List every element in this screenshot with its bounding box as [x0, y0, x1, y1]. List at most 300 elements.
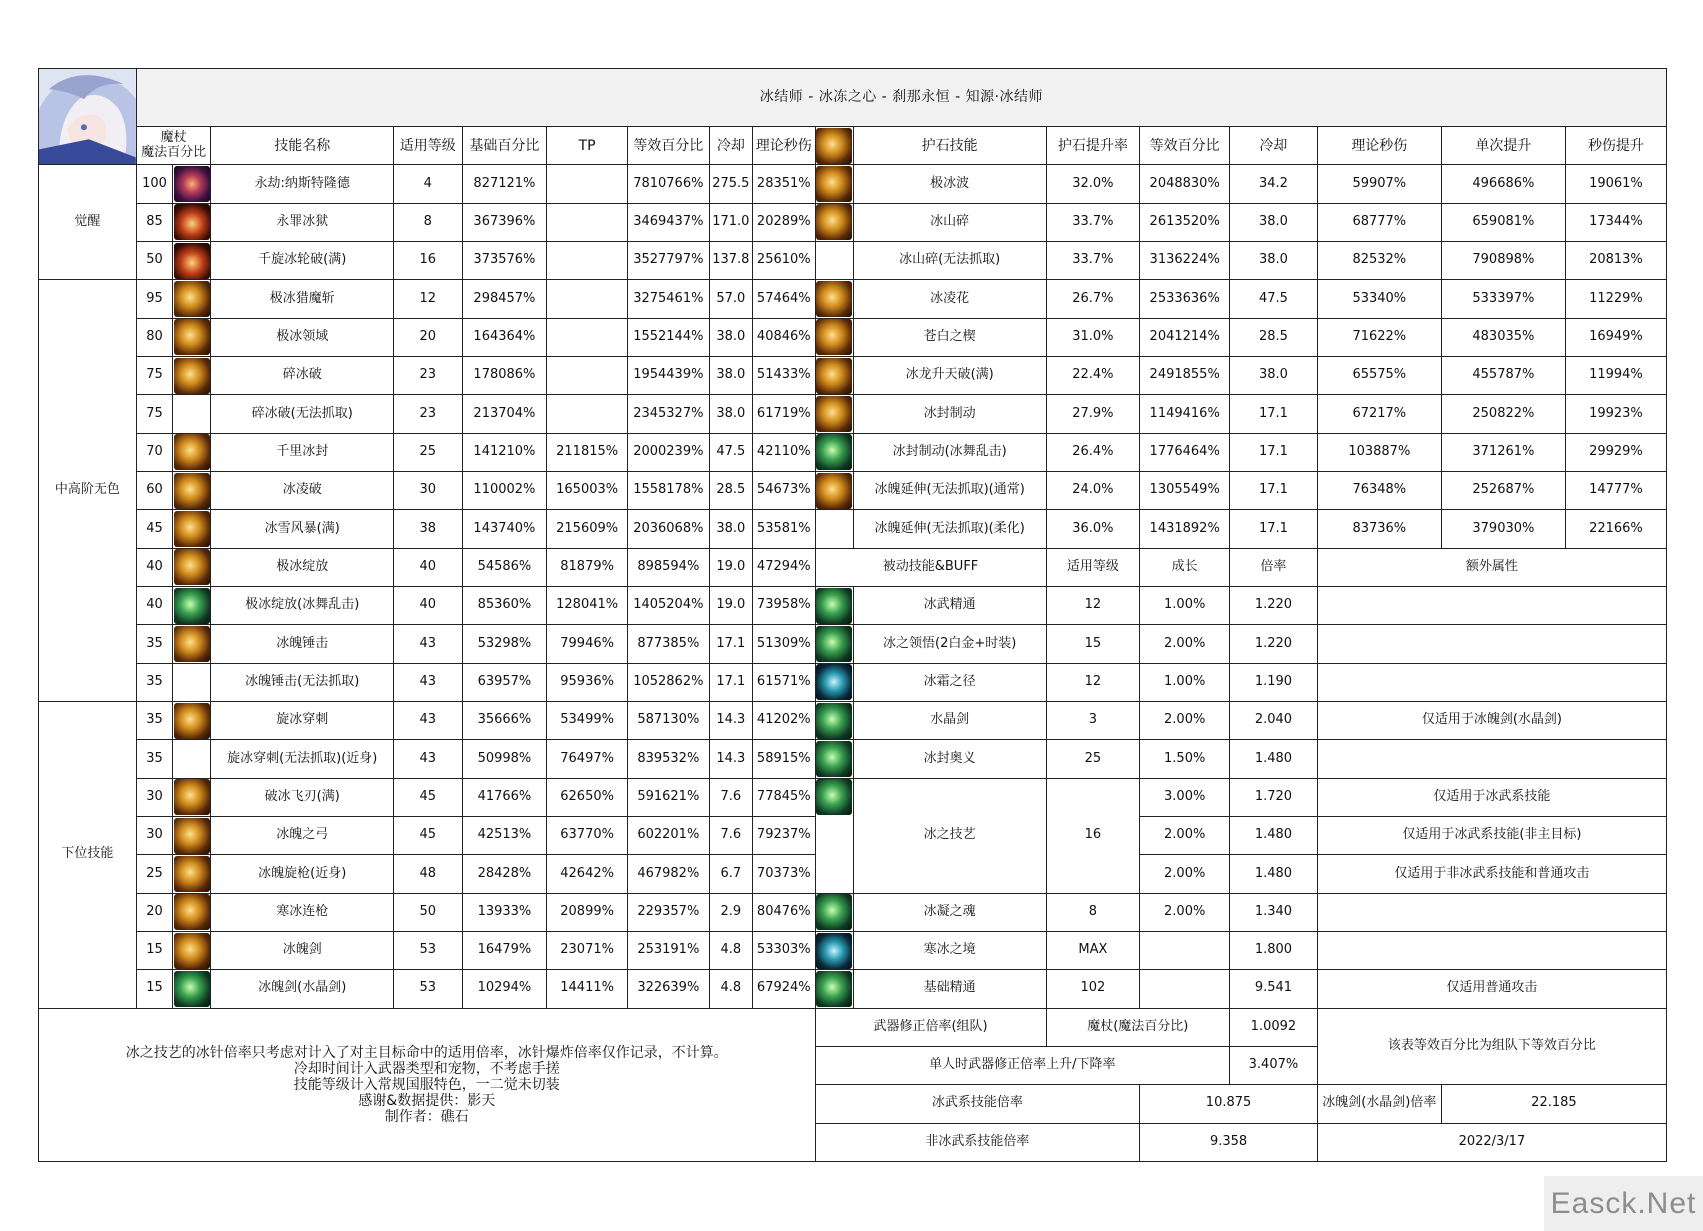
- skill-icon-cell: [173, 893, 211, 931]
- skill-equiv-pct: 3469437%: [627, 203, 709, 241]
- skill-dps: 53303%: [753, 931, 816, 969]
- dps-spreadsheet: [38, 68, 1667, 1162]
- skill-level: 75: [136, 357, 172, 395]
- skill-required-level: 23: [393, 357, 462, 395]
- ice-art-growth: 3.00%: [1140, 778, 1230, 816]
- rune-header-icon: [816, 128, 852, 164]
- passive-extra: [1317, 740, 1666, 778]
- skill-cooldown: 6.7: [709, 855, 752, 893]
- passive-header-growth: 成长: [1140, 548, 1230, 586]
- rune-rate: 22.4%: [1046, 357, 1140, 395]
- skill-icon-cell: [815, 395, 853, 433]
- rune-single-up: 483035%: [1441, 318, 1565, 356]
- header-dps: 理论秒伤: [753, 126, 816, 165]
- skill-tp: 211815%: [547, 433, 628, 471]
- skill-dps: 47294%: [753, 548, 816, 586]
- skill-required-level: 45: [393, 816, 462, 854]
- skill-tp: 53499%: [547, 702, 628, 740]
- green-skill-icon: [816, 779, 852, 815]
- passive-level: 25: [1046, 740, 1140, 778]
- skill-required-level: 43: [393, 625, 462, 663]
- skill-base-pct: 85360%: [462, 587, 547, 625]
- solo-mod-value: 3.407%: [1230, 1046, 1318, 1084]
- weapon-type: 魔杖(魔法百分比): [1046, 1008, 1230, 1046]
- rune-dps: 83736%: [1317, 510, 1441, 548]
- skill-dps: 79237%: [753, 816, 816, 854]
- rune-dps-up: 11229%: [1565, 280, 1666, 318]
- skill-tp: [547, 165, 628, 203]
- passive-header-rate: 倍率: [1230, 548, 1318, 586]
- skill-dps: 58915%: [753, 740, 816, 778]
- skill-name: 冰魄锤击(无法抓取): [211, 663, 394, 701]
- footnote-line: 感谢&数据提供：影天: [358, 1092, 496, 1109]
- skill-icon-cell: [173, 165, 211, 203]
- passive-level: MAX: [1046, 931, 1140, 969]
- skill-icon-cell: [815, 165, 853, 203]
- gold-skill-icon: [174, 281, 210, 317]
- table-row: [39, 702, 1667, 740]
- table-row: [39, 587, 1667, 625]
- passive-extra: [1317, 587, 1666, 625]
- rune-cooldown: 38.0: [1230, 242, 1318, 280]
- rune-dps-up: 19923%: [1565, 395, 1666, 433]
- skill-icon-cell: [815, 472, 853, 510]
- green-skill-icon: [816, 588, 852, 624]
- skill-tp: 95936%: [547, 663, 628, 701]
- passive-rate: 9.541: [1230, 970, 1318, 1008]
- skill-required-level: 12: [393, 280, 462, 318]
- rune-rate: 26.4%: [1046, 433, 1140, 471]
- passive-name: 冰霜之径: [853, 663, 1046, 701]
- gold-skill-icon: [816, 319, 852, 355]
- skill-base-pct: 367396%: [462, 203, 547, 241]
- skill-tp: [547, 395, 628, 433]
- sheet-date: 2022/3/17: [1317, 1123, 1666, 1161]
- passive-extra: 仅适用普通攻击: [1317, 970, 1666, 1008]
- header-rune-equiv: 等效百分比: [1140, 126, 1230, 165]
- skill-equiv-pct: 3527797%: [627, 242, 709, 280]
- skill-icon-cell: [173, 357, 211, 395]
- skill-cooldown: 275.5: [709, 165, 752, 203]
- skill-icon-cell: [173, 702, 211, 740]
- skill-required-level: 25: [393, 433, 462, 471]
- skill-tp: 81879%: [547, 548, 628, 586]
- skill-icon-cell: [173, 433, 211, 471]
- skill-icon-cell: [173, 625, 211, 663]
- table-row: [39, 778, 1667, 816]
- skill-icon-cell: [173, 395, 211, 433]
- passive-growth: 1.00%: [1140, 663, 1230, 701]
- skill-icon-cell: [173, 472, 211, 510]
- rune-single-up: 379030%: [1441, 510, 1565, 548]
- rune-equiv-pct: 2491855%: [1140, 357, 1230, 395]
- skill-tp: 215609%: [547, 510, 628, 548]
- skill-tp: 42642%: [547, 855, 628, 893]
- skill-name: 冰魄旋枪(近身): [211, 855, 394, 893]
- ice-art-level: 16: [1046, 778, 1140, 893]
- rune-cooldown: 38.0: [1230, 203, 1318, 241]
- table-row: [39, 510, 1667, 548]
- skill-required-level: 48: [393, 855, 462, 893]
- skill-icon-cell: [173, 587, 211, 625]
- sword-rate-value: 22.185: [1441, 1085, 1666, 1123]
- ice-art-extra: 仅适用于非冰武系技能和普通攻击: [1317, 855, 1666, 893]
- rune-dps: 53340%: [1317, 280, 1441, 318]
- skill-base-pct: 35666%: [462, 702, 547, 740]
- rune-rate: 24.0%: [1046, 472, 1140, 510]
- footnote-line: 制作者：礁石: [384, 1108, 469, 1125]
- rune-equiv-pct: 2533636%: [1140, 280, 1230, 318]
- passive-growth: [1140, 931, 1230, 969]
- rune-dps: 59907%: [1317, 165, 1441, 203]
- rune-equiv-pct: 1431892%: [1140, 510, 1230, 548]
- passive-extra: [1317, 893, 1666, 931]
- ice-rate-value: 10.875: [1140, 1085, 1318, 1123]
- skill-icon-cell: [815, 510, 853, 548]
- passive-extra: 仅适用于冰魄剑(水晶剑): [1317, 702, 1666, 740]
- skill-icon-cell: [173, 855, 211, 893]
- skill-name: 破冰飞刃(满): [211, 778, 394, 816]
- skill-icon-cell: [815, 433, 853, 471]
- rune-rate: 36.0%: [1046, 510, 1140, 548]
- skill-base-pct: 53298%: [462, 625, 547, 663]
- rune-single-up: 252687%: [1441, 472, 1565, 510]
- skill-base-pct: 13933%: [462, 893, 547, 931]
- gold-skill-icon: [174, 933, 210, 969]
- skill-cooldown: 19.0: [709, 587, 752, 625]
- green-skill-icon: [816, 626, 852, 662]
- green-skill-icon: [816, 971, 852, 1007]
- skill-tp: 62650%: [547, 778, 628, 816]
- skill-equiv-pct: 1405204%: [627, 587, 709, 625]
- skill-tp: 63770%: [547, 816, 628, 854]
- skill-cooldown: 17.1: [709, 625, 752, 663]
- skill-equiv-pct: 229357%: [627, 893, 709, 931]
- passive-header-name: 被动技能&BUFF: [815, 548, 1046, 586]
- header-single-up: 单次提升: [1441, 126, 1565, 165]
- skill-tp: 20899%: [547, 893, 628, 931]
- rune-dps: 103887%: [1317, 433, 1441, 471]
- header-tp: TP: [547, 126, 628, 165]
- table-row: [39, 203, 1667, 241]
- passive-growth: 2.00%: [1140, 625, 1230, 663]
- skill-equiv-pct: 1558178%: [627, 472, 709, 510]
- skill-icon-cell: [815, 242, 853, 280]
- rune-cooldown: 17.1: [1230, 395, 1318, 433]
- skill-icon-cell: [173, 242, 211, 280]
- skill-name: 千里冰封: [211, 433, 394, 471]
- skill-icon-cell: [815, 893, 853, 931]
- skill-equiv-pct: 2036068%: [627, 510, 709, 548]
- skill-level: 80: [136, 318, 172, 356]
- gold-skill-icon: [816, 204, 852, 240]
- rune-skill-name: 冰山碎(无法抓取): [853, 242, 1046, 280]
- rune-skill-name: 冰山碎: [853, 203, 1046, 241]
- passive-level: 12: [1046, 663, 1140, 701]
- gold-skill-icon: [174, 434, 210, 470]
- skill-equiv-pct: 322639%: [627, 970, 709, 1008]
- gold-skill-icon: [816, 281, 852, 317]
- skill-required-level: 45: [393, 778, 462, 816]
- skill-required-level: 8: [393, 203, 462, 241]
- skill-tp: [547, 242, 628, 280]
- green-skill-icon: [816, 434, 852, 470]
- skill-icon-cell: [173, 740, 211, 778]
- skill-name: 极冰绽放(冰舞乱击): [211, 587, 394, 625]
- skill-base-pct: 213704%: [462, 395, 547, 433]
- skill-level: 15: [136, 970, 172, 1008]
- solo-mod-label: 单人时武器修正倍率上升/下降率: [815, 1046, 1230, 1084]
- skill-name: 碎冰破(无法抓取): [211, 395, 394, 433]
- skill-required-level: 53: [393, 931, 462, 969]
- rune-dps-up: 16949%: [1565, 318, 1666, 356]
- passive-growth: 1.00%: [1140, 587, 1230, 625]
- header-cooldown: 冷却: [709, 126, 752, 165]
- skill-level: 20: [136, 893, 172, 931]
- skill-dps: 61571%: [753, 663, 816, 701]
- skill-cooldown: 57.0: [709, 280, 752, 318]
- skill-cooldown: 17.1: [709, 663, 752, 701]
- passive-growth: 2.00%: [1140, 893, 1230, 931]
- skill-icon-cell: [173, 931, 211, 969]
- passive-level: 8: [1046, 893, 1140, 931]
- ice-art-rate: 1.720: [1230, 778, 1318, 816]
- skill-equiv-pct: 587130%: [627, 702, 709, 740]
- skill-icon-cell: [173, 663, 211, 701]
- gold-skill-icon: [816, 358, 852, 394]
- skill-equiv-pct: 253191%: [627, 931, 709, 969]
- passive-name: 冰武精通: [853, 587, 1046, 625]
- rune-single-up: 496686%: [1441, 165, 1565, 203]
- rune-skill-name: 冰封制动: [853, 395, 1046, 433]
- passive-name: 寒冰之境: [853, 931, 1046, 969]
- gold-skill-icon: [174, 818, 210, 854]
- green-skill-icon: [174, 971, 210, 1007]
- skill-name: 旋冰穿刺(无法抓取)(近身): [211, 740, 394, 778]
- rune-skill-name: 苍白之楔: [853, 318, 1046, 356]
- skill-required-level: 40: [393, 548, 462, 586]
- skill-icon-cell: [815, 702, 853, 740]
- skill-equiv-pct: 1052862%: [627, 663, 709, 701]
- skill-base-pct: 164364%: [462, 318, 547, 356]
- skill-icon-cell: [173, 816, 211, 854]
- skill-tp: [547, 318, 628, 356]
- skill-name: 永罪冰狱: [211, 203, 394, 241]
- skill-required-level: 30: [393, 472, 462, 510]
- ice-art-growth: 2.00%: [1140, 855, 1230, 893]
- skill-name: 冰魄之弓: [211, 816, 394, 854]
- skill-base-pct: 827121%: [462, 165, 547, 203]
- gold-skill-icon: [816, 473, 852, 509]
- passive-rate: 1.220: [1230, 587, 1318, 625]
- skill-name: 极冰猎魔斩: [211, 280, 394, 318]
- skill-level: 15: [136, 931, 172, 969]
- rune-dps: 68777%: [1317, 203, 1441, 241]
- skill-icon-cell: [815, 587, 853, 625]
- table-row: [39, 625, 1667, 663]
- gold-skill-icon: [174, 511, 210, 547]
- sheet-title: 冰结师 - 冰冻之心 - 刹那永恒 - 知源·冰结师: [136, 69, 1666, 127]
- skill-level: 70: [136, 433, 172, 471]
- skill-level: 35: [136, 663, 172, 701]
- ice-art-rate: 1.480: [1230, 855, 1318, 893]
- header-rune-cd: 冷却: [1230, 126, 1318, 165]
- skill-name: 冰雪风暴(满): [211, 510, 394, 548]
- skill-required-level: 4: [393, 165, 462, 203]
- header-base-pct: 基础百分比: [462, 126, 547, 165]
- gold-skill-icon: [174, 626, 210, 662]
- skill-base-pct: 50998%: [462, 740, 547, 778]
- green-skill-icon: [816, 741, 852, 777]
- rune-skill-name: 冰凌花: [853, 280, 1046, 318]
- passive-extra: [1317, 663, 1666, 701]
- table-row: [39, 472, 1667, 510]
- skill-tp: 23071%: [547, 931, 628, 969]
- table-row: [39, 663, 1667, 701]
- passive-name: 水晶剑: [853, 702, 1046, 740]
- skill-name: 旋冰穿刺: [211, 702, 394, 740]
- skill-icon-cell: [815, 970, 853, 1008]
- skill-level: 60: [136, 472, 172, 510]
- skill-name: 冰凌破: [211, 472, 394, 510]
- skill-dps: 67924%: [753, 970, 816, 1008]
- rune-equiv-pct: 1305549%: [1140, 472, 1230, 510]
- skill-level: 85: [136, 203, 172, 241]
- skill-icon-cell: [173, 548, 211, 586]
- header-weapon-pct-line2: 魔法百分比: [141, 144, 207, 160]
- rune-dps-up: 22166%: [1565, 510, 1666, 548]
- table-row: [39, 242, 1667, 280]
- skill-cooldown: 137.8: [709, 242, 752, 280]
- rune-skill-name: 冰封制动(冰舞乱击): [853, 433, 1046, 471]
- ice-art-icon-cell: [815, 778, 853, 893]
- skill-level: 95: [136, 280, 172, 318]
- skill-name: 寒冰连枪: [211, 893, 394, 931]
- skill-icon-cell: [173, 318, 211, 356]
- skill-dps: 73958%: [753, 587, 816, 625]
- skill-base-pct: 63957%: [462, 663, 547, 701]
- group-label-mid: 中高阶无色: [39, 280, 137, 702]
- table-row: [39, 970, 1667, 1008]
- skill-required-level: 23: [393, 395, 462, 433]
- skill-base-pct: 10294%: [462, 970, 547, 1008]
- skill-equiv-pct: 602201%: [627, 816, 709, 854]
- skill-base-pct: 110002%: [462, 472, 547, 510]
- skill-tp: 79946%: [547, 625, 628, 663]
- rune-single-up: 371261%: [1441, 433, 1565, 471]
- rune-dps-up: 17344%: [1565, 203, 1666, 241]
- gold-skill-icon: [816, 166, 852, 202]
- rune-single-up: 533397%: [1441, 280, 1565, 318]
- skill-cooldown: 14.3: [709, 702, 752, 740]
- skill-base-pct: 143740%: [462, 510, 547, 548]
- green-skill-icon: [816, 703, 852, 739]
- skill-name: 极冰绽放: [211, 548, 394, 586]
- skill-dps: 80476%: [753, 893, 816, 931]
- skill-cooldown: 171.0: [709, 203, 752, 241]
- footnote-line: 冷却时间计入武器类型和宠物，不考虑手搓: [293, 1060, 560, 1077]
- rune-equiv-pct: 3136224%: [1140, 242, 1230, 280]
- rune-header-icon-cell: [815, 126, 853, 165]
- skill-cooldown: 38.0: [709, 318, 752, 356]
- skill-equiv-pct: 2345327%: [627, 395, 709, 433]
- cyan-skill-icon: [816, 664, 852, 700]
- skill-tp: 14411%: [547, 970, 628, 1008]
- skill-cooldown: 2.9: [709, 893, 752, 931]
- rune-cooldown: 17.1: [1230, 510, 1318, 548]
- table-row: [39, 548, 1667, 586]
- skill-dps: 51433%: [753, 357, 816, 395]
- rune-single-up: 455787%: [1441, 357, 1565, 395]
- skill-required-level: 43: [393, 663, 462, 701]
- skill-required-level: 20: [393, 318, 462, 356]
- skill-base-pct: 373576%: [462, 242, 547, 280]
- skill-level: 40: [136, 548, 172, 586]
- green-skill-icon: [816, 894, 852, 930]
- ring-skill-icon: [174, 243, 210, 279]
- rune-dps-up: 14777%: [1565, 472, 1666, 510]
- skill-icon-cell: [173, 280, 211, 318]
- skill-cooldown: 38.0: [709, 510, 752, 548]
- watermark: Easck.Net: [1544, 1176, 1703, 1231]
- skill-equiv-pct: 7810766%: [627, 165, 709, 203]
- header-weapon-pct: [136, 126, 211, 165]
- rune-cooldown: 34.2: [1230, 165, 1318, 203]
- gold-skill-icon: [174, 549, 210, 585]
- weapon-note: 该表等效百分比为组队下等效百分比: [1317, 1008, 1666, 1085]
- skill-cooldown: 28.5: [709, 472, 752, 510]
- skill-level: 45: [136, 510, 172, 548]
- ice-art-rate: 1.480: [1230, 816, 1318, 854]
- rune-skill-name: 冰龙升天破(满): [853, 357, 1046, 395]
- skill-cooldown: 7.6: [709, 778, 752, 816]
- rune-dps-up: 19061%: [1565, 165, 1666, 203]
- ice-rate-label: 冰武系技能倍率: [815, 1085, 1140, 1123]
- skill-level: 35: [136, 625, 172, 663]
- gold-skill-icon: [174, 319, 210, 355]
- rune-single-up: 659081%: [1441, 203, 1565, 241]
- rune-single-up: 790898%: [1441, 242, 1565, 280]
- skill-required-level: 38: [393, 510, 462, 548]
- skill-cooldown: 19.0: [709, 548, 752, 586]
- gold-skill-icon: [174, 358, 210, 394]
- skill-cooldown: 4.8: [709, 931, 752, 969]
- passive-extra: [1317, 625, 1666, 663]
- header-dps-up: 秒伤提升: [1565, 126, 1666, 165]
- skill-dps: 41202%: [753, 702, 816, 740]
- skill-equiv-pct: 898594%: [627, 548, 709, 586]
- rune-dps: 67217%: [1317, 395, 1441, 433]
- rune-dps: 65575%: [1317, 357, 1441, 395]
- character-portrait: [39, 69, 137, 165]
- gold-skill-icon: [174, 779, 210, 815]
- skill-required-level: 16: [393, 242, 462, 280]
- skill-dps: 51309%: [753, 625, 816, 663]
- group-label-low: 下位技能: [39, 702, 137, 1009]
- skill-icon-cell: [815, 625, 853, 663]
- passive-name: 基础精通: [853, 970, 1046, 1008]
- fire-skill-icon: [174, 204, 210, 240]
- rune-cooldown: 17.1: [1230, 472, 1318, 510]
- passive-extra: [1317, 931, 1666, 969]
- table-row: [39, 433, 1667, 471]
- skill-icon-cell: [815, 203, 853, 241]
- skill-name: 千旋冰轮破(满): [211, 242, 394, 280]
- skill-dps: 25610%: [753, 242, 816, 280]
- skill-required-level: 43: [393, 740, 462, 778]
- footnote-line: 冰之技艺的冰针倍率只考虑对计入了对主目标命中的适用倍率，冰针爆炸倍率仅作记录，不计算。: [125, 1044, 728, 1061]
- skill-icon-cell: [815, 280, 853, 318]
